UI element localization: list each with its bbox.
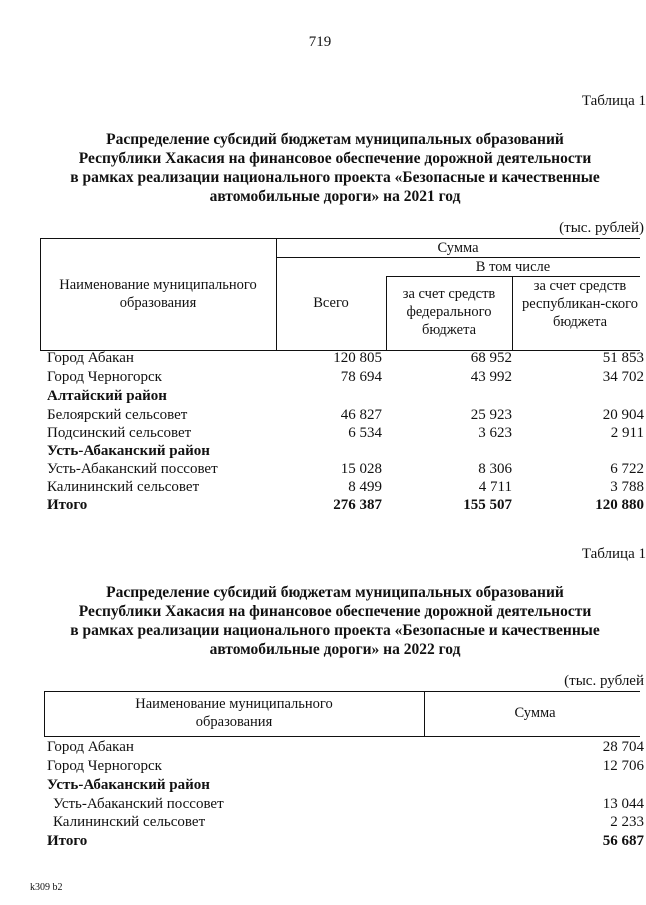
row-name: Подсинский сельсовет xyxy=(47,425,192,441)
table1-title-line: Распределение субсидий бюджетам муниципальных образований xyxy=(106,131,564,148)
table1-title-line: Республики Хакасия на финансовое обеспечение дорожной деятельности xyxy=(78,150,592,167)
table-row xyxy=(0,757,644,775)
table1-header-name: Наименование муниципального образования xyxy=(59,277,257,311)
row-name: Итого xyxy=(47,497,88,513)
table1-header-total: Всего xyxy=(313,295,349,311)
table-row xyxy=(0,424,644,442)
table-row xyxy=(0,349,644,367)
table-row xyxy=(0,406,644,424)
row-sum: 2 233 xyxy=(610,814,644,830)
table-row xyxy=(0,460,644,478)
table-row-total xyxy=(0,496,644,514)
table1-label: Таблица 1 xyxy=(581,93,646,109)
table-row-section xyxy=(0,387,640,405)
row-total: 8 499 xyxy=(348,479,382,495)
row-republic: 2 911 xyxy=(610,425,644,441)
row-total: 78 694 xyxy=(340,369,382,385)
row-name: Белоярский сельсовет xyxy=(47,407,188,423)
row-total: 120 805 xyxy=(333,350,382,366)
table2-header-name: Наименование муниципального образования xyxy=(135,696,333,730)
table2-label: Таблица 1 xyxy=(581,546,646,562)
table-row xyxy=(0,478,644,496)
row-sum: 12 706 xyxy=(602,758,644,774)
row-name: Город Черногорск xyxy=(47,369,162,385)
table-row xyxy=(0,368,644,386)
row-federal: 43 992 xyxy=(470,369,512,385)
table1-title-line: в рамках реализации национального проекта «Безопасные и качественные xyxy=(70,169,600,186)
table-row xyxy=(0,813,644,831)
table1-header-including: В том числе xyxy=(475,259,551,275)
footer-code: k309 b2 xyxy=(30,882,63,893)
row-name: Город Черногорск xyxy=(47,758,162,774)
row-total: 276 387 xyxy=(333,497,382,513)
row-federal: 4 711 xyxy=(478,479,512,495)
table1-title xyxy=(30,130,640,206)
table2-title-line: Распределение субсидий бюджетам муниципальных образований xyxy=(106,584,564,601)
row-republic: 51 853 xyxy=(602,350,644,366)
row-name: Усть-Абаканский район xyxy=(47,443,210,459)
row-total: 15 028 xyxy=(340,461,382,477)
row-name: Итого xyxy=(47,833,88,849)
table2-unit: (тыс. рублей xyxy=(564,673,644,689)
table-row-section xyxy=(0,442,640,460)
row-federal: 8 306 xyxy=(478,461,512,477)
table1-unit: (тыс. рублей) xyxy=(559,220,644,236)
table-row-section xyxy=(0,776,640,794)
row-republic: 20 904 xyxy=(602,407,644,423)
row-republic: 6 722 xyxy=(610,461,644,477)
row-name: Усть-Абаканский район xyxy=(47,777,210,793)
row-sum: 56 687 xyxy=(602,833,644,849)
row-name: Калининский сельсовет xyxy=(47,479,200,495)
table2-header-sum: Сумма xyxy=(514,705,556,721)
table1-header-federal: за счет средств федерального бюджета xyxy=(402,286,496,338)
row-republic: 3 788 xyxy=(610,479,644,495)
row-republic: 120 880 xyxy=(595,497,644,513)
row-federal: 3 623 xyxy=(478,425,512,441)
table1-header-sum: Сумма xyxy=(437,240,479,256)
row-name: Алтайский район xyxy=(47,388,167,404)
table1-title-line: автомобильные дороги» на 2021 год xyxy=(209,188,461,205)
row-sum: 13 044 xyxy=(602,796,644,812)
row-federal: 155 507 xyxy=(463,497,512,513)
row-sum: 28 704 xyxy=(602,739,644,755)
table1-header-republic: за счет средств республикан-ского бюджета xyxy=(522,278,638,330)
table-row-total xyxy=(0,832,644,850)
row-total: 46 827 xyxy=(340,407,382,423)
page-number: 719 xyxy=(308,34,332,50)
row-federal: 25 923 xyxy=(470,407,512,423)
row-republic: 34 702 xyxy=(602,369,644,385)
table2-title-line: в рамках реализации национального проекта «Безопасные и качественные xyxy=(70,622,600,639)
table2-title-line: Республики Хакасия на финансовое обеспечение дорожной деятельности xyxy=(78,603,592,620)
row-name: Калининский сельсовет xyxy=(53,814,206,830)
row-name: Усть-Абаканский поссовет xyxy=(47,461,218,477)
table2-title xyxy=(30,583,640,659)
table2-title-line: автомобильные дороги» на 2022 год xyxy=(209,641,461,658)
table-row xyxy=(0,795,644,813)
row-name: Усть-Абаканский поссовет xyxy=(53,796,224,812)
row-name: Город Абакан xyxy=(47,739,134,755)
row-federal: 68 952 xyxy=(470,350,512,366)
row-total: 6 534 xyxy=(348,425,382,441)
row-name: Город Абакан xyxy=(47,350,134,366)
table-row xyxy=(0,738,644,756)
